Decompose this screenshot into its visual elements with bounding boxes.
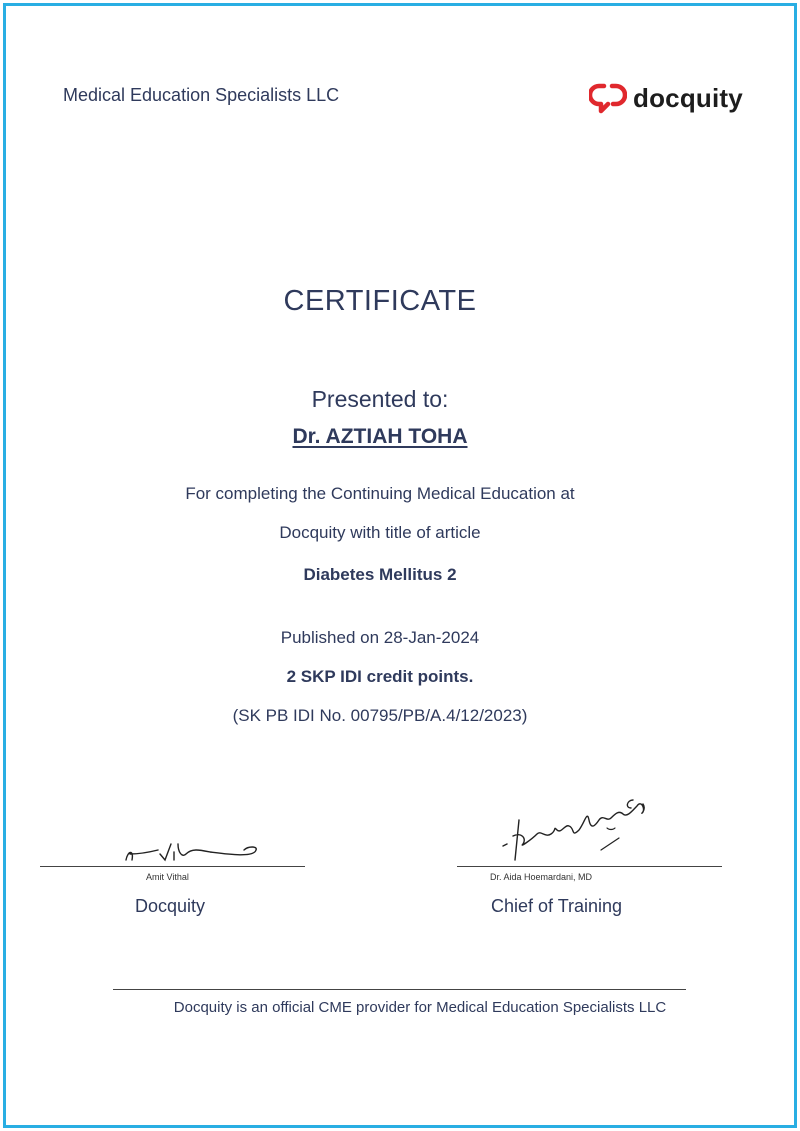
signature-line-right bbox=[457, 866, 722, 867]
published-date: Published on 28-Jan-2024 bbox=[280, 628, 480, 647]
signer-name-left: Amit Vithal bbox=[146, 872, 189, 882]
header-organization: Medical Education Specialists LLC bbox=[63, 85, 340, 105]
signer-role-right: Chief of Training bbox=[491, 896, 623, 916]
article-title: Diabetes Mellitus 2 bbox=[303, 565, 457, 584]
docquity-speech-bubble-icon bbox=[589, 81, 627, 115]
signature-line-left bbox=[40, 866, 305, 867]
signature-left-image bbox=[40, 810, 305, 866]
certificate-title: CERTIFICATE bbox=[283, 285, 477, 317]
presented-to-label: Presented to: bbox=[311, 386, 449, 412]
signature-left bbox=[40, 810, 305, 867]
description-line-1: For completing the Continuing Medical Education at bbox=[185, 484, 575, 503]
sk-reference: (SK PB IDI No. 00795/PB/A.4/12/2023) bbox=[232, 706, 528, 725]
credit-points: 2 SKP IDI credit points. bbox=[286, 667, 474, 686]
docquity-logo bbox=[589, 80, 743, 116]
footer-divider bbox=[113, 989, 686, 990]
signer-role-left: Docquity bbox=[135, 896, 206, 916]
signature-right-image bbox=[457, 780, 722, 866]
signer-name-right: Dr. Aida Hoemardani, MD bbox=[490, 872, 593, 882]
footer-statement: Docquity is an official CME provider for Medical Education Specialists LLC bbox=[173, 999, 667, 1016]
logo-wordmark: docquity bbox=[633, 82, 743, 113]
signature-right bbox=[457, 780, 722, 867]
description-line-2: Docquity with title of article bbox=[279, 523, 481, 542]
recipient-name: Dr. AZTIAH TOHA bbox=[292, 425, 468, 448]
